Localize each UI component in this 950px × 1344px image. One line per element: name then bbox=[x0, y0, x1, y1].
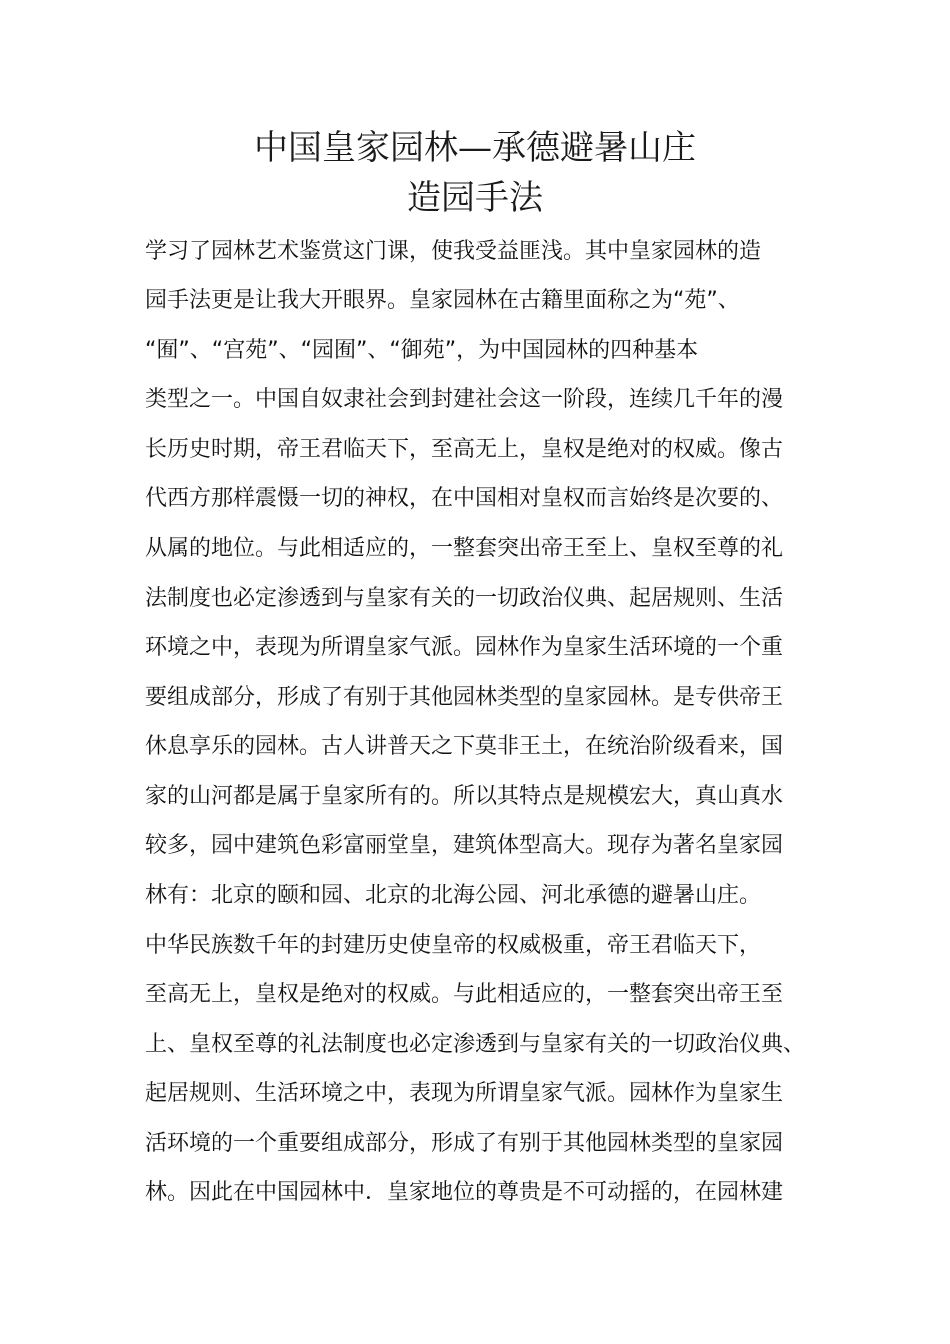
body-text-line: 长历史时期，帝王君临天下，至高无上，皇权是绝对的权威。像古 bbox=[145, 437, 784, 462]
body-text-line: 林。因此在中国园林中．皇家地位的尊贵是不可动摇的，在园林建 bbox=[145, 1180, 784, 1205]
body-text-line: 至高无上，皇权是绝对的权威。与此相适应的，一整套突出帝王至 bbox=[145, 982, 784, 1007]
body-text-line: “囿”、“宫苑”、“园囿”、“御苑”，为中国园林的四种基本 bbox=[145, 338, 699, 363]
document-subtitle: 造园手法 bbox=[407, 178, 543, 218]
body-text-line: 从属的地位。与此相适应的，一整套突出帝王至上、皇权至尊的礼 bbox=[145, 536, 784, 561]
body-text-line: 法制度也必定渗透到与皇家有关的一切政治仪典、起居规则、生活 bbox=[145, 586, 784, 611]
body-text-line: 家的山河都是属于皇家所有的。所以其特点是规模宏大，真山真水 bbox=[145, 784, 784, 809]
body-text-line: 活环境的一个重要组成部分，形成了有别于其他园林类型的皇家园 bbox=[145, 1131, 784, 1156]
body-text-line: 林有：北京的颐和园、北京的北海公园、河北承德的避暑山庄。 bbox=[145, 883, 762, 908]
document-title: 中国皇家园林—承德避暑山庄 bbox=[254, 128, 696, 168]
body-text-line: 起居规则、生活环境之中，表现为所谓皇家气派。园林作为皇家生 bbox=[145, 1081, 784, 1106]
body-text-line: 要组成部分，形成了有别于其他园林类型的皇家园林。是专供帝王 bbox=[145, 685, 784, 710]
body-text-line: 上、皇权至尊的礼法制度也必定渗透到与皇家有关的一切政治仪典、 bbox=[145, 1032, 806, 1057]
body-text-line: 学习了园林艺术鉴赏这门课，使我受益匪浅。其中皇家园林的造 bbox=[145, 239, 762, 264]
body-text-line: 类型之一。中国自奴隶社会到封建社会这一阶段，连续几千年的漫 bbox=[145, 387, 784, 412]
body-text-line: 较多，园中建筑色彩富丽堂皇，建筑体型高大。现存为著名皇家园 bbox=[145, 833, 784, 858]
body-text-line: 休息享乐的园林。古人讲普天之下莫非王土，在统治阶级看来，国 bbox=[145, 734, 784, 759]
body-text-line: 中华民族数千年的封建历史使皇帝的权威极重，帝王君临天下， bbox=[145, 933, 762, 958]
body-text-line: 代西方那样震慑一切的神权，在中国相对皇权而言始终是次要的、 bbox=[145, 486, 784, 511]
body-text-line: 环境之中，表现为所谓皇家气派。园林作为皇家生活环境的一个重 bbox=[145, 635, 784, 660]
body-text-line: 园手法更是让我大开眼界。皇家园林在古籍里面称之为“苑”、 bbox=[145, 288, 740, 313]
